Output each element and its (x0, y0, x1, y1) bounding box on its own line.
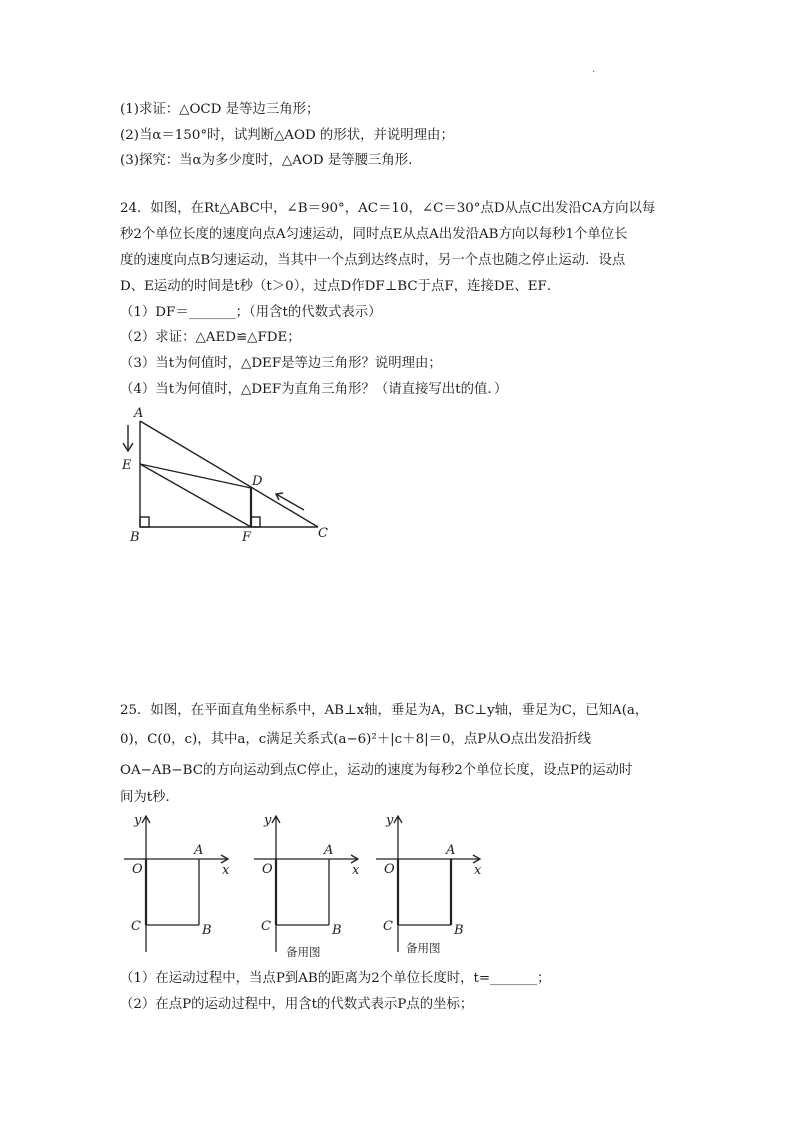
q25-coordinate-figure-2 (248, 812, 368, 964)
segment-ed (140, 464, 251, 488)
q24-sub4: （4）当t为何值时，△DEF为直角三角形？（请直接写出t的值．） (120, 382, 508, 397)
label-a: A (446, 843, 456, 858)
q25-stem-line2: 0)，C(0，c)，其中a，c满足关系式(a−6)²＋|c＋8|＝0，点P从O点出发沿折线 (120, 732, 592, 747)
label-c: C (131, 919, 141, 934)
label-y: y (134, 813, 142, 828)
label-y: y (386, 813, 394, 828)
label-c: C (261, 919, 271, 934)
label-b: B (454, 923, 464, 938)
label-c: C (318, 526, 328, 541)
label-f: F (242, 530, 252, 545)
header-mark: . (592, 64, 596, 75)
q24-sub1: （1）DF＝_______；（用含t的代数式表示） (120, 305, 382, 320)
q24-sub2: （2）求证：△AED≌△FDE； (120, 330, 301, 345)
q24-stem-line1: 24．如图，在Rt△ABC中，∠B＝90°，AC＝10，∠C＝30°点D从点C出发沿CA方向以每 (120, 201, 656, 216)
label-b: B (130, 530, 140, 545)
label-c: C (383, 919, 393, 934)
q23-part3: (3)探究：当α为多少度时，△AOD 是等腰三角形． (120, 153, 422, 168)
label-b: B (202, 923, 212, 938)
q24-stem-line3: 度的速度向点B匀速运动，当其中一个点到达终点时，另一个点也随之停止运动．设点 (120, 253, 626, 268)
right-angle-b (140, 517, 149, 527)
label-x: x (474, 863, 482, 878)
q24-triangle-figure (118, 405, 338, 545)
label-x: x (352, 863, 360, 878)
q24-stem-line2: 秒2个单位长度的速度向点A匀速运动，同时点E从点A出发沿AB方向以每秒1个单位长 (120, 227, 628, 242)
q25-stem-line4: 间为t秒． (120, 790, 179, 805)
q25-sub1: （1）在运动过程中，当点P到AB的距离为2个单位长度时，t=_______； (120, 971, 551, 986)
label-x: x (222, 863, 230, 878)
label-o: O (262, 862, 273, 877)
q25-coordinate-figure-3 (370, 812, 490, 964)
figure-caption: 备用图 (286, 945, 321, 959)
label-a: A (194, 843, 204, 858)
q25-stem-line3: OA−AB−BC的方向运动到点C停止，运动的速度为每秒2个单位长度，设点P的运动时 (120, 763, 633, 778)
figure-caption: 备用图 (406, 941, 441, 955)
label-e: E (122, 458, 132, 473)
q25-stem-line1: 25．如图，在平面直角坐标系中，AB⊥x轴，垂足为A，BC⊥y轴，垂足为C，已知A(a， (120, 703, 649, 718)
segment-ef (140, 464, 251, 527)
label-o: O (384, 862, 395, 877)
q24-stem-line4: D、E运动的时间是t秒（t＞0），过点D作DF⊥BC于点F，连接DE、EF． (120, 279, 561, 294)
q24-sub3: （3）当t为何值时，△DEF是等边三角形？说明理由； (120, 356, 442, 371)
q23-part2: (2)当α＝150°时，试判断△AOD 的形状，并说明理由； (120, 128, 454, 143)
label-a: A (324, 843, 334, 858)
q23-part1: (1)求证：△OCD 是等边三角形； (120, 102, 320, 117)
label-y: y (264, 813, 272, 828)
right-angle-f (251, 517, 260, 527)
label-o: O (132, 862, 143, 877)
q25-sub2: （2）在点P的运动过程中，用含t的代数式表示P点的坐标； (120, 997, 474, 1012)
label-b: B (332, 923, 342, 938)
segment-ac (140, 421, 318, 527)
label-a: A (134, 406, 144, 421)
q25-coordinate-figure-1 (118, 812, 238, 960)
arrow-ca-shaft (276, 494, 304, 510)
label-d: D (252, 474, 263, 489)
